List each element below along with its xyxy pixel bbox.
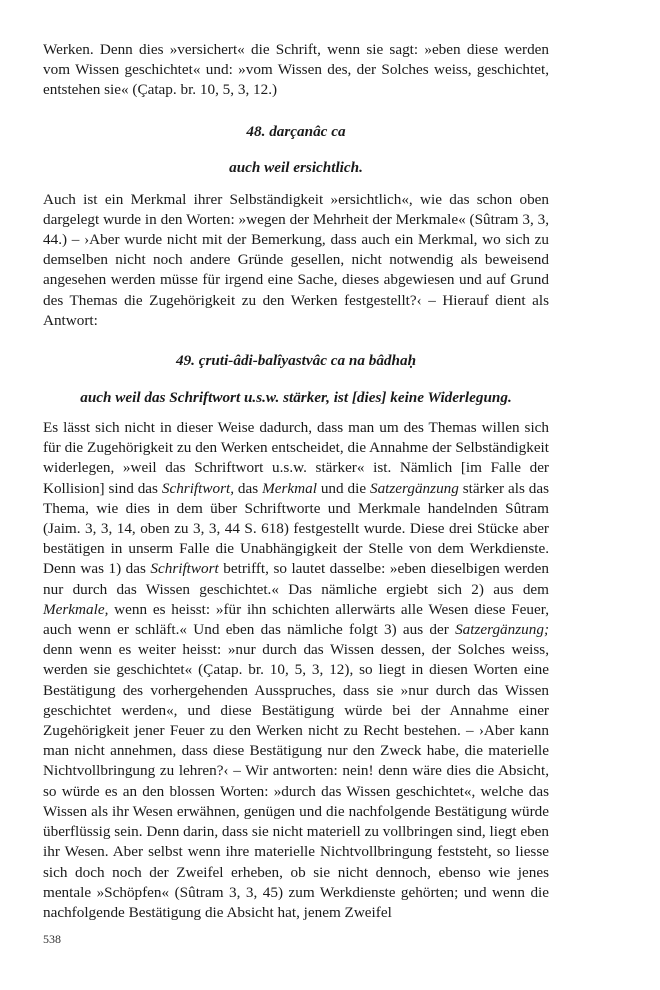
emphasis-term: Satzergänzung; bbox=[455, 621, 549, 639]
emphasis-term: Merkmale, bbox=[43, 600, 109, 618]
text-run: denn wenn es weiter heisst: »nur durch das Wissen dessen, der Solches weiss, werden sie geschichtet« (Çatap. br. 10, 5, 3, 12), so liegt in diesen Worten eine Bestätigung des vorhergehenden Ausspruches, dass sie »nur durch das Wissen geschichtet werden«, und diese Bestätigung würde bei der Annahme einer Zugehörigkeit jener Feuer zu den Werken nicht zu Recht bestehen. – ›Aber kann man nicht annehmen, dass diese Bestätigung nur den Zweck habe, die materielle Nichtvollbringung zu lehren?‹ – Wir antworten: nein! denn wäre dies die Absicht, so würde es an den blossen Worten: »durch das Wissen geschichtet«, welche das Wissen als ihr Wesen erwähnen, genügen und die nachfolgende Bestätigung würde überflüssig sein. Denn darin, dass sie nicht materiell zu vollbringen sind, liegt eben ihr Wesen. Aber selbst wenn ihre materielle Nichtvollbringung feststeht, so liesse sich doch noch der Zweifel erheben, ob sie nicht dennoch, ebenso wie jenes mentale »Schöpfen« (Sûtram 3, 3, 45) zum Werkdienste gehörten; und wenn die nachfolgende Bestätigung die Absicht hat, jenem Zweifel bbox=[43, 641, 549, 921]
text-run: wenn es heisst: »für ihn schichten allerwärts alle Wesen diese Feuer, auch wenn er schläft.« Und eben das nämliche folgt 3) aus der bbox=[43, 600, 549, 639]
section-49-subtitle: auch weil das Schriftwort u.s.w. stärker, ist [dies] keine Widerlegung. bbox=[80, 389, 512, 407]
emphasis-term: Schriftwort bbox=[150, 560, 219, 578]
page-number: 538 bbox=[43, 932, 61, 946]
text-run: Es lässt sich nicht in dieser Weise dadurch, dass man um des Themas willen sich für die Zugehörigkeit zu den Werken entscheidet, die Annahme der Selbständigkeit widerlegen, »weil das Schriftwort u.s.w. stärker« ist. Nämlich [im Falle der Kollision] sind das bbox=[43, 419, 549, 497]
emphasis-term: Schriftwort, bbox=[161, 479, 235, 497]
page-content bbox=[43, 40, 549, 923]
section-49-paragraph bbox=[43, 418, 549, 923]
section-48-paragraph: Auch ist ein Merkmal ihrer Selbständigkeit »ersichtlich«, wie das schon oben dargelegt wurde in den Worten: »wegen der Mehrheit der Merkmale« (Sûtram 3, 3, 44.) – ›Aber wurde nicht mit der Bemerkung, dass auch ein Merkmal, wo sich zu demselben nicht noch andere Gründe gesellen, nicht notwendig als beweisend angesehen werden müsse für irgend eine Sache, dieses abgewiesen und auf Grund des Themas die Zugehörigkeit zu den Werken festgestellt?‹ – Hierauf dient als Antwort: bbox=[43, 190, 549, 329]
text-run: stärker als das Thema, wie dies in dem über Schriftworte und Merkmale handelnden Sûtram (Jaim. 3, 3, 14, oben zu 3, 3, 44 S. 618) festgestellt wurde. Diese drei Stücke aber bestätigen in unserm Falle die Unabhängigkeit der Stelle von dem Werkdienste. Denn was 1) das bbox=[43, 479, 550, 578]
section-48-subtitle: auch weil ersichtlich. bbox=[229, 158, 363, 176]
emphasis-term: Satzergänzung bbox=[369, 479, 459, 497]
section-48-title: 48. darçanâc ca bbox=[246, 122, 346, 140]
text-run: und die bbox=[316, 479, 370, 497]
paragraph-intro: Werken. Denn dies »versichert« die Schrift, wenn sie sagt: »eben diese werden vom Wissen geschichtet« und: »vom Wissen des, der Solches weiss, geschichtet, entstehen sie« (Çatap. br. 10, 5, 3, 12.) bbox=[43, 41, 549, 99]
section-49-title: 49. çruti-âdi-balîyastvâc ca na bâdhaḥ bbox=[175, 352, 417, 370]
emphasis-term: Merkmal bbox=[262, 479, 317, 497]
text-run: betrifft, so lautet dasselbe: »eben dieselbigen werden nur durch das Wissen geschichtet.« Das nämliche ergiebt sich 2) aus dem bbox=[43, 560, 549, 598]
text-run: das bbox=[234, 479, 263, 497]
